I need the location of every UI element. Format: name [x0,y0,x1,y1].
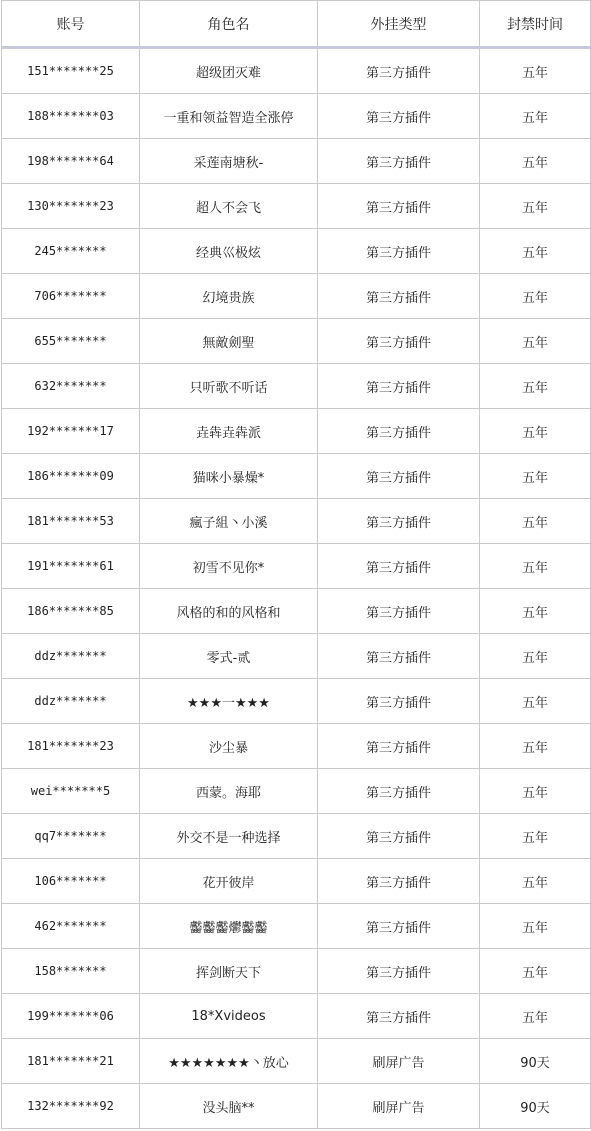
cheat-type-cell: 第三方插件 [318,139,480,184]
account-cell: 181*******53 [2,499,140,544]
ban-duration-cell: 五年 [480,499,591,544]
table-row [2,1084,591,1129]
cheat-type-cell: 第三方插件 [318,859,480,904]
table-body [2,48,591,1129]
cheat-type-cell: 第三方插件 [318,679,480,724]
ban-duration-cell: 五年 [480,859,591,904]
cheat-type-cell: 第三方插件 [318,229,480,274]
cheat-type-cell: 第三方插件 [318,319,480,364]
cheat-type-cell: 第三方插件 [318,769,480,814]
account-cell: wei*******5 [2,769,140,814]
ban-duration-cell: 五年 [480,229,591,274]
table-row [2,724,591,769]
table-row [2,184,591,229]
cheat-type-cell: 刷屏广告 [318,1039,480,1084]
cheat-type-cell: 第三方插件 [318,589,480,634]
account-cell: 158******* [2,949,140,994]
ban-duration-cell: 五年 [480,454,591,499]
ban-duration-cell: 五年 [480,904,591,949]
role-name-cell: 幻境贵族 [140,274,318,319]
role-name-cell: 经典巛极炫 [140,229,318,274]
table-header-row [2,1,591,48]
table-row [2,274,591,319]
table-row [2,544,591,589]
table-row [2,139,591,184]
role-name-cell: 瘋子組丶小溪 [140,499,318,544]
cheat-type-cell: 第三方插件 [318,499,480,544]
account-cell: ddz******* [2,634,140,679]
table-row [2,454,591,499]
ban-duration-cell: 五年 [480,724,591,769]
table-row [2,679,591,724]
cheat-type-cell: 第三方插件 [318,544,480,589]
account-cell: 462******* [2,904,140,949]
role-name-cell: 零式-贰 [140,634,318,679]
account-cell: 188*******03 [2,94,140,139]
cheat-type-cell: 第三方插件 [318,814,480,859]
ban-duration-cell: 五年 [480,544,591,589]
cheat-type-cell: 刷屏广告 [318,1084,480,1129]
ban-duration-cell: 五年 [480,319,591,364]
role-name-cell: ★★★★★★★丶放心 [140,1039,318,1084]
account-cell: 132*******92 [2,1084,140,1129]
header-role-name: 角色名 [140,1,318,48]
role-name-cell: 垚犇垚犇派 [140,409,318,454]
ban-duration-cell: 五年 [480,48,591,94]
ban-duration-cell: 五年 [480,139,591,184]
table-row [2,364,591,409]
role-name-cell: 初雪不见你* [140,544,318,589]
cheat-type-cell: 第三方插件 [318,949,480,994]
cheat-type-cell: 第三方插件 [318,409,480,454]
role-name-cell: 花开彼岸 [140,859,318,904]
account-cell: 186*******85 [2,589,140,634]
ban-duration-cell: 五年 [480,949,591,994]
role-name-cell: 挥剑断天下 [140,949,318,994]
account-cell: ddz******* [2,679,140,724]
account-cell: 130*******23 [2,184,140,229]
cheat-type-cell: 第三方插件 [318,274,480,319]
table-row [2,1039,591,1084]
cheat-type-cell: 第三方插件 [318,634,480,679]
account-cell: 181*******21 [2,1039,140,1084]
account-cell: 191*******61 [2,544,140,589]
account-cell: 192*******17 [2,409,140,454]
ban-list-table [1,0,591,1129]
account-cell: 106******* [2,859,140,904]
table-row [2,904,591,949]
role-name-cell: 一重和领益智造全涨停 [140,94,318,139]
role-name-cell: 超人不会飞 [140,184,318,229]
table-row [2,94,591,139]
cheat-type-cell: 第三方插件 [318,48,480,94]
ban-duration-cell: 90天 [480,1084,591,1129]
table-row [2,319,591,364]
role-name-cell: 無敵劍聖 [140,319,318,364]
cheat-type-cell: 第三方插件 [318,94,480,139]
cheat-type-cell: 第三方插件 [318,904,480,949]
ban-duration-cell: 五年 [480,364,591,409]
table-row [2,814,591,859]
account-cell: 706******* [2,274,140,319]
role-name-cell: ★★★一★★★ [140,679,318,724]
ban-duration-cell: 五年 [480,589,591,634]
account-cell: 151*******25 [2,48,140,94]
role-name-cell: 沙尘暴 [140,724,318,769]
account-cell: 198*******64 [2,139,140,184]
role-name-cell: 18*Xvideos [140,994,318,1039]
table-row [2,949,591,994]
header-cheat-type: 外挂类型 [318,1,480,48]
cheat-type-cell: 第三方插件 [318,724,480,769]
role-name-cell: 采莲南塘秋- [140,139,318,184]
header-account: 账号 [2,1,140,48]
cheat-type-cell: 第三方插件 [318,184,480,229]
role-name-cell: 没头脑** [140,1084,318,1129]
account-cell: 655******* [2,319,140,364]
ban-duration-cell: 五年 [480,409,591,454]
header-ban-duration: 封禁时间 [480,1,591,48]
ban-duration-cell: 五年 [480,769,591,814]
role-name-cell: 齾齾齾爩齾齾 [140,904,318,949]
account-cell: 632******* [2,364,140,409]
account-cell: qq7******* [2,814,140,859]
ban-duration-cell: 五年 [480,184,591,229]
table-row [2,589,591,634]
table-row [2,48,591,94]
ban-duration-cell: 五年 [480,814,591,859]
cheat-type-cell: 第三方插件 [318,454,480,499]
cheat-type-cell: 第三方插件 [318,364,480,409]
account-cell: 186*******09 [2,454,140,499]
table-row [2,499,591,544]
role-name-cell: 超级团灭难 [140,48,318,94]
ban-duration-cell: 五年 [480,274,591,319]
account-cell: 245******* [2,229,140,274]
table-row [2,229,591,274]
role-name-cell: 西蒙。海耶 [140,769,318,814]
account-cell: 181*******23 [2,724,140,769]
table-row [2,634,591,679]
ban-duration-cell: 五年 [480,679,591,724]
table-row [2,409,591,454]
role-name-cell: 猫咪小暴燥* [140,454,318,499]
table-row [2,769,591,814]
ban-duration-cell: 五年 [480,94,591,139]
cheat-type-cell: 第三方插件 [318,994,480,1039]
ban-duration-cell: 五年 [480,994,591,1039]
ban-duration-cell: 90天 [480,1039,591,1084]
role-name-cell: 风格的和的风格和 [140,589,318,634]
account-cell: 199*******06 [2,994,140,1039]
role-name-cell: 外交不是一种选择 [140,814,318,859]
table-row [2,994,591,1039]
role-name-cell: 只听歌不听话 [140,364,318,409]
ban-duration-cell: 五年 [480,634,591,679]
table-row [2,859,591,904]
